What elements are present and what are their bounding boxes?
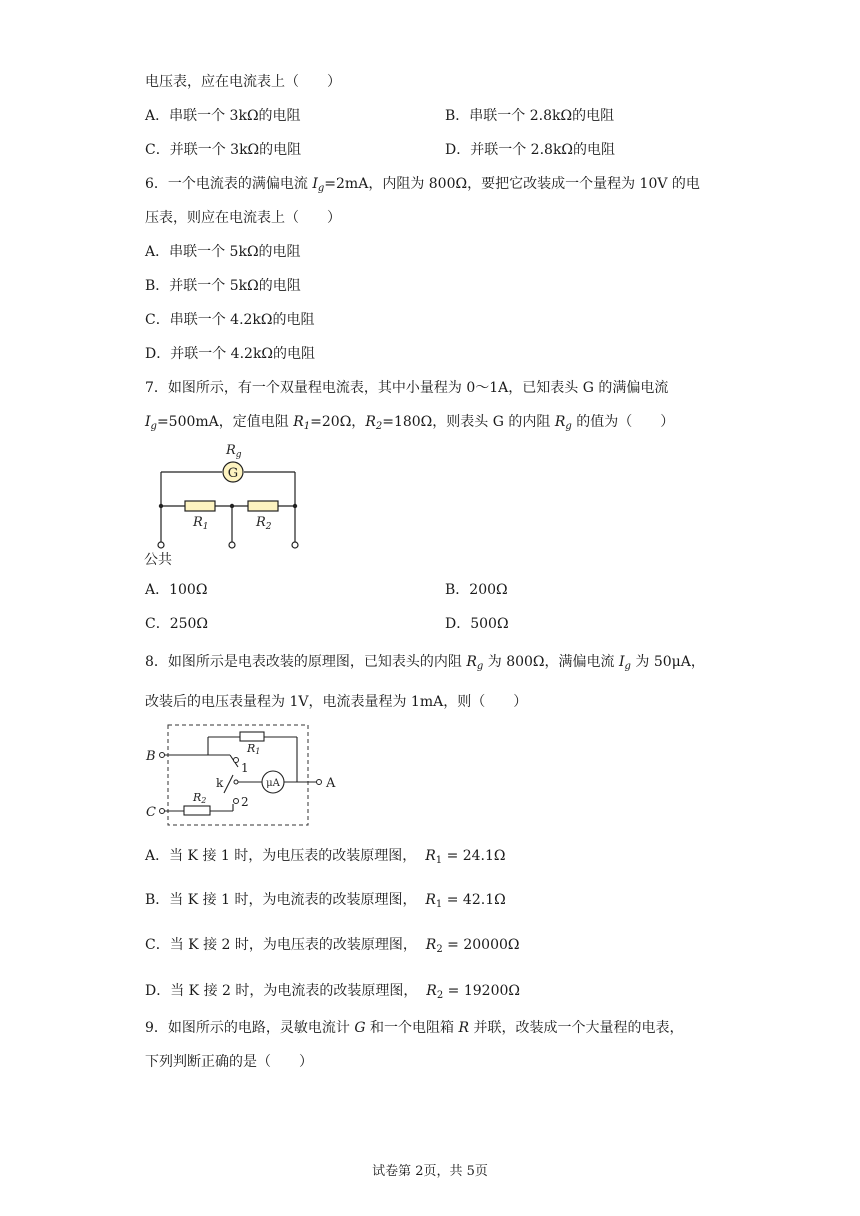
page-footer: 试卷第 2页，共 5页 — [372, 1164, 488, 1179]
q7-option-c: C．250Ω — [145, 616, 209, 632]
resistor-r1-icon — [240, 732, 264, 741]
terminal-a-label: A — [326, 776, 336, 791]
rg-label: $R_g$ — [226, 443, 242, 460]
q8-option-a: A．当 K 接 1 时，为电压表的改装原理图， $R_1 = 24.1\Omega$ — [145, 848, 506, 866]
terminal-middle-icon — [229, 542, 235, 548]
r1-label: $R_1$ — [193, 515, 209, 532]
q9-stem-line1: 9．如图所示的电路，灵敏电流计 G 和一个电阻箱 R 并联，改装成一个大量程的电表， — [145, 1020, 684, 1036]
resistor-r2-icon — [248, 501, 278, 511]
q6-option-c: C．串联一个 4.2kΩ的电阻 — [145, 312, 315, 328]
q7-circuit-diagram — [140, 436, 330, 570]
q7-stem-line1: 7．如图所示，有一个双量程电流表，其中小量程为 0～1A，已知表头 G 的满偏电流 — [145, 380, 669, 396]
terminal-c-label: C — [146, 805, 156, 820]
resistor-r1-icon — [185, 501, 215, 511]
r2-label: $R_2$ — [256, 515, 272, 532]
q6-stem-line2: 压表，则应在电流表上（ ） — [145, 210, 341, 226]
q8-stem-line1: 8．如图所示是电表改装的原理图，已知表头的内阻 $R_g$ 为 800Ω，满偏电流 $I_g$ 为 50μA， — [145, 654, 705, 672]
terminal-b-label: B — [146, 749, 156, 764]
q8-r1-label: R1 — [247, 742, 261, 756]
q8-option-b: B．当 K 接 1 时，为电流表的改装原理图， $R_1 = 42.1\Omega$ — [145, 892, 506, 910]
meter-g-label: G — [227, 466, 239, 481]
q5-option-d: D．并联一个 2.8kΩ的电阻 — [445, 142, 616, 158]
q9-stem-line2: 下列判断正确的是（ ） — [145, 1054, 313, 1070]
common-terminal-label: 公共 — [144, 552, 172, 568]
meter-ua-label: μA — [266, 778, 280, 789]
terminal-right-icon — [292, 542, 298, 548]
q5-stem-tail: 电压表，应在电流表上（ ） — [145, 74, 341, 90]
q6-option-d: D．并联一个 4.2kΩ的电阻 — [145, 346, 316, 362]
q8-circuit-diagram — [140, 720, 350, 830]
q7-stem-line2: $I_g=500mA$，定值电阻 $R_1=20\Omega$，$R_2=180\Omega$，则表头 G 的内阻 $R_g$ 的值为（ ） — [145, 414, 675, 432]
q8-r2-label: R2 — [193, 791, 207, 805]
q8-stem-line2: 改装后的电压表量程为 1V，电流表量程为 1mA，则（ ） — [145, 694, 528, 710]
q7-option-b: B．200Ω — [445, 582, 508, 598]
q7-option-a: A．100Ω — [145, 582, 208, 598]
terminal-common-icon — [158, 542, 164, 548]
switch-pos2-label: 2 — [241, 795, 249, 809]
switch-k-label: k — [216, 776, 224, 790]
q8-option-d: D．当 K 接 2 时，为电流表的改装原理图， $R_2 = 19200\Omega$ — [145, 983, 520, 1001]
q6-option-a: A．串联一个 5kΩ的电阻 — [145, 244, 301, 260]
resistor-r2-icon — [184, 806, 210, 815]
q5-option-c: C．并联一个 3kΩ的电阻 — [145, 142, 302, 158]
q6-stem-line1: 6．一个电流表的满偏电流 $I_g=2mA$，内阻为 800Ω，要把它改装成一个量程为 10V 的电 — [145, 176, 700, 194]
q5-option-a: A．串联一个 3kΩ的电阻 — [145, 108, 301, 124]
q8-option-c: C．当 K 接 2 时，为电压表的改装原理图， $R_2 = 20000\Omega$ — [145, 937, 520, 955]
q7-option-d: D．500Ω — [445, 616, 509, 632]
q5-option-b: B．串联一个 2.8kΩ的电阻 — [445, 108, 615, 124]
switch-pos1-label: 1 — [241, 761, 249, 775]
q6-option-b: B．并联一个 5kΩ的电阻 — [145, 278, 301, 294]
